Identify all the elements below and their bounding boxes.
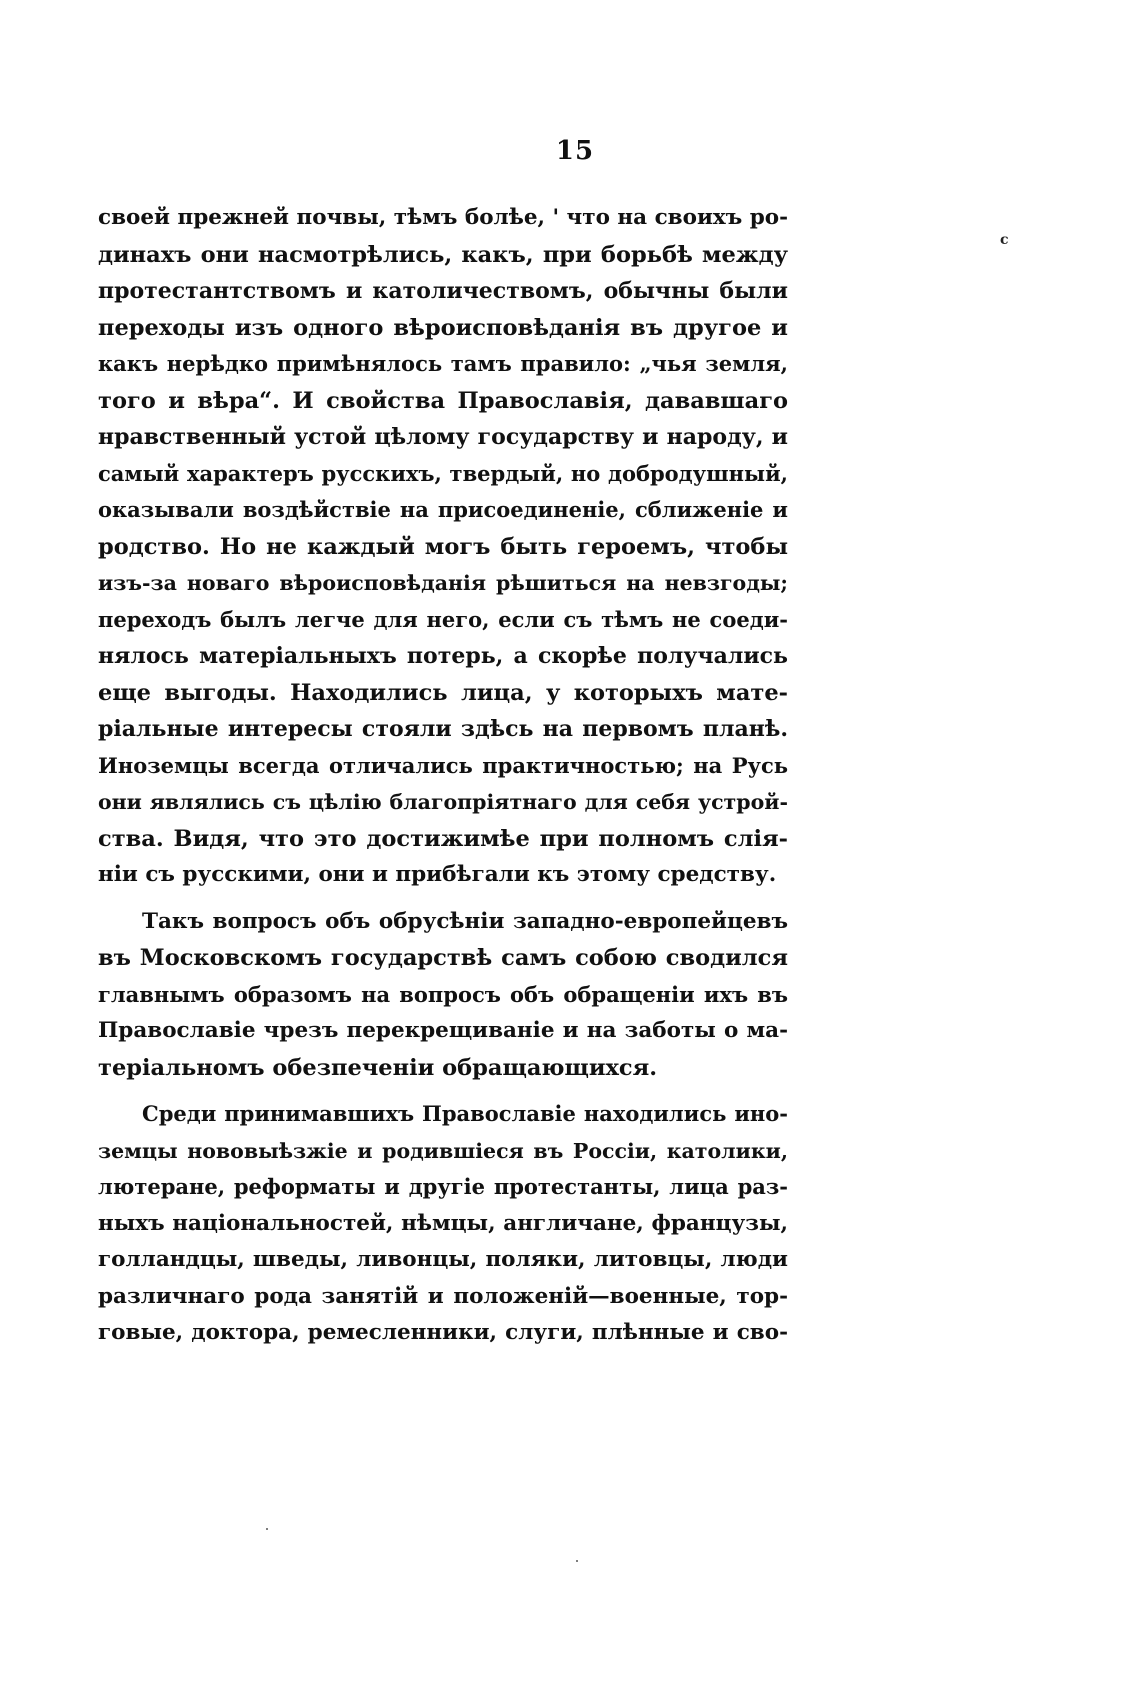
text-line: говые, доктора, ремесленники, слуги, плѣнные и сво- <box>98 1320 788 1345</box>
text-line: ніи съ русскими, они и прибѣгали къ этому средству. <box>98 862 777 887</box>
paragraph-gap <box>98 1086 788 1096</box>
text-line: Такъ вопросъ объ обрусѣніи западно-европейцевъ <box>142 908 788 934</box>
paragraph <box>98 200 788 894</box>
text-line: нялось матеріальныхъ потерь, а скорѣе получались <box>98 643 788 669</box>
text-line: различнаго рода занятій и положеній—военные, тор- <box>98 1283 788 1309</box>
text-line: лютеране, реформаты и другіе протестанты, лица раз- <box>98 1174 788 1199</box>
scan-speck <box>576 1560 578 1562</box>
text-line: теріальномъ обезпеченіи обращающихся. <box>98 1054 658 1081</box>
text-line: Православіе чрезъ перекрещиваніе и на заботы о ма- <box>98 1018 788 1043</box>
text-line: ства. Видя, что это достижимѣе при полномъ слія- <box>98 825 788 852</box>
paragraph <box>98 1096 788 1352</box>
text-line: своей прежней почвы, тѣмъ болѣе, ' что на своихъ ро- <box>98 205 788 230</box>
text-line: ріальные интересы стояли здѣсь на первомъ планѣ. <box>98 716 788 742</box>
text-line: переходъ былъ легче для него, если съ тѣмъ не соеди- <box>98 606 788 632</box>
margin-mark: с <box>1000 232 1009 248</box>
text-line: того и вѣра“. И свойства Православія, дававшаго <box>98 387 788 414</box>
text-line: еще выгоды. Находились лица, у которыхъ мате- <box>98 679 788 706</box>
text-line: оказывали воздѣйствіе на присоединеніе, сближеніе и <box>98 497 788 522</box>
text-line: динахъ они насмотрѣлись, какъ, при борьбѣ между <box>98 241 788 268</box>
scan-speck <box>266 1528 268 1530</box>
body-text <box>98 200 788 1352</box>
text-line: переходы изъ одного вѣроисповѣданія въ другое и <box>98 314 788 341</box>
paragraph-gap <box>98 894 788 904</box>
text-line: Среди принимавшихъ Православіе находились ино- <box>142 1101 788 1126</box>
text-line: нравственный устой цѣлому государству и народу, и <box>98 424 788 450</box>
paragraph <box>98 904 788 1087</box>
text-line: какъ нерѣдко примѣнялось тамъ правило: „чья земля, <box>98 351 788 376</box>
text-line: изъ-за новаго вѣроисповѣданія рѣшиться на невзгоды; <box>98 571 788 595</box>
text-line: самый характеръ русскихъ, твердый, но добродушный, <box>98 460 788 486</box>
text-line: родство. Но не каждый могъ быть героемъ, чтобы <box>98 533 788 560</box>
text-line: ныхъ національностей, нѣмцы, англичане, французы, <box>98 1210 788 1236</box>
text-line: голландцы, шведы, ливонцы, поляки, литовцы, люди <box>98 1247 788 1272</box>
text-line: они являлись съ цѣлію благопріятнаго для себя устрой- <box>98 790 788 814</box>
text-line: главнымъ образомъ на вопросъ объ обращеніи ихъ въ <box>98 981 788 1007</box>
text-line: протестантствомъ и католичествомъ, обычны были <box>98 278 788 304</box>
text-line: Иноземцы всегда отличались практичностью; на Русь <box>98 752 788 778</box>
text-line: земцы нововыѣзжіе и родившіеся въ Россіи, католики, <box>98 1138 788 1163</box>
page-number: 15 <box>555 136 595 166</box>
text-line: въ Московскомъ государствѣ самъ собою сводился <box>98 945 788 971</box>
